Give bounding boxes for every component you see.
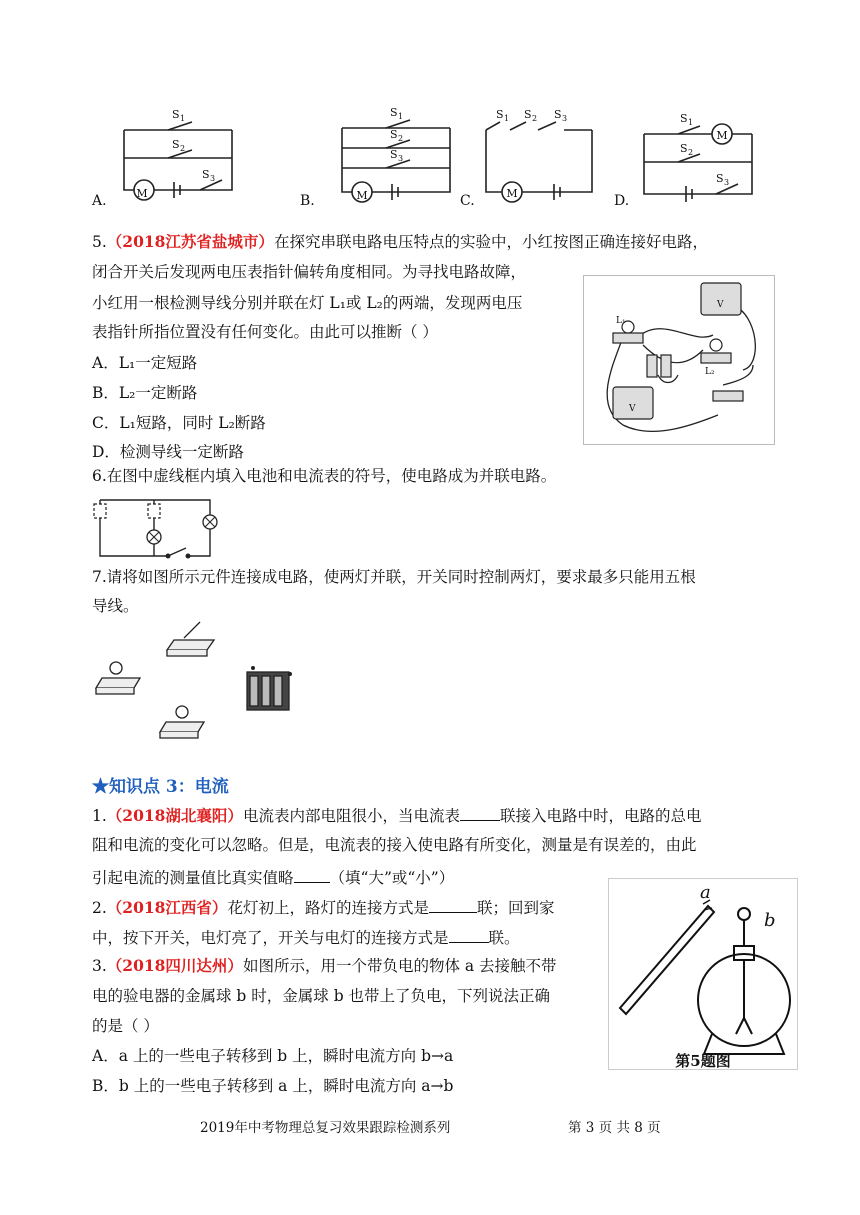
footer-series-title: 2019年中考物理总复习效果跟踪检测系列 bbox=[200, 1120, 451, 1136]
option-c-label: C. bbox=[460, 193, 475, 209]
q5-line3: 小红用一根检测导线分别并联在灯 L₁或 L₂的两端，发现两电压 bbox=[92, 294, 523, 312]
q5-line1: 5.（2018江苏省盐城市）在探究串联电路电压特点的实验中，小红按图正确连接好电路， bbox=[92, 232, 708, 251]
q5-option-d: D．检测导线一定断路 bbox=[92, 443, 244, 461]
label-b: b bbox=[764, 910, 776, 931]
option-d-label: D. bbox=[614, 193, 630, 209]
figure-caption: 第5题图 bbox=[675, 1052, 731, 1070]
lamp-l1-label: L₁ bbox=[616, 316, 626, 326]
label-a: a bbox=[700, 882, 711, 903]
svg-text:S: S bbox=[716, 172, 724, 185]
svg-text:S: S bbox=[390, 128, 398, 141]
section-heading: ★知识点 3：电流 bbox=[92, 777, 229, 797]
k1-line2: 阻和电流的变化可以忽略。但是，电流表的接入使电路有所变化，测量是有误差的，由此 bbox=[92, 836, 697, 854]
blank-3[interactable] bbox=[429, 896, 477, 913]
svg-text:S: S bbox=[554, 108, 562, 121]
option-a-label: A. bbox=[92, 193, 107, 209]
q5-line4: 表指针所指位置没有任何变化。由此可以推断（ ） bbox=[92, 323, 438, 341]
q6-text: 6.在图中虚线框内填入电池和电流表的符号，使电路成为并联电路。 bbox=[92, 467, 557, 485]
k3-line1: 3.（2018四川达州）如图所示，用一个带负电的物体 a 去接触不带 bbox=[92, 956, 557, 975]
k1-line3: 引起电流的测量值比真实值略 （填“大”或“小”） bbox=[92, 866, 454, 888]
k1-line1: 1.（2018湖北襄阳）电流表内部电阻很小，当电流表 联接入电路中时，电路的总电 bbox=[92, 806, 702, 825]
svg-text:3: 3 bbox=[398, 154, 404, 163]
motor-label-d: M bbox=[716, 129, 728, 142]
voltmeter-label-2: V bbox=[629, 404, 636, 414]
voltmeter-label-1: V bbox=[717, 300, 724, 310]
k2-line2: 中，按下开关，电灯亮了，开关与电灯的连接方式是 联。 bbox=[92, 926, 520, 948]
option-b-label: B. bbox=[300, 193, 315, 209]
svg-text:2: 2 bbox=[688, 148, 694, 157]
svg-text:S: S bbox=[524, 108, 532, 121]
svg-text:S: S bbox=[202, 168, 210, 181]
q7-line1: 7.请将如图所示元件连接成电路，使两灯并联，开关同时控制两灯，要求最多只能用五根 bbox=[92, 568, 696, 586]
motor-label-a: M bbox=[136, 187, 148, 200]
svg-text:3: 3 bbox=[724, 178, 730, 187]
q5-option-a: A．L₁一定短路 bbox=[92, 354, 198, 372]
svg-text:2: 2 bbox=[180, 144, 186, 153]
svg-text:1: 1 bbox=[180, 114, 186, 123]
svg-text:S: S bbox=[680, 112, 688, 125]
svg-text:1: 1 bbox=[688, 118, 694, 127]
svg-text:2: 2 bbox=[398, 134, 404, 143]
blank-4[interactable] bbox=[449, 926, 489, 943]
svg-text:1: 1 bbox=[504, 114, 510, 123]
q5-option-b: B．L₂一定断路 bbox=[92, 384, 198, 402]
k3-line3: 的是（ ） bbox=[92, 1017, 159, 1035]
k3-line2: 电的验电器的金属球 b 时，金属球 b 也带上了负电，下列说法正确 bbox=[92, 987, 551, 1005]
q7-line2: 导线。 bbox=[92, 597, 139, 615]
k3-option-b: B．b 上的一些电子转移到 a 上，瞬时电流方向 a→b bbox=[92, 1077, 454, 1095]
q7-components-figure bbox=[92, 616, 312, 746]
svg-text:3: 3 bbox=[562, 114, 568, 123]
circuit-c bbox=[486, 122, 592, 202]
svg-text:S: S bbox=[172, 138, 180, 151]
svg-text:S: S bbox=[390, 148, 398, 161]
lamp-l2-label: L₂ bbox=[705, 367, 715, 377]
svg-text:S: S bbox=[172, 108, 180, 121]
q5-option-c: C．L₁短路，同时 L₂断路 bbox=[92, 414, 266, 432]
svg-text:2: 2 bbox=[532, 114, 538, 123]
q4-circuit-figures bbox=[92, 100, 772, 212]
electroscope-figure bbox=[608, 878, 798, 1070]
q5-circuit-figure bbox=[583, 275, 775, 445]
k3-option-a: A．a 上的一些电子转移到 b 上，瞬时电流方向 b→a bbox=[92, 1047, 454, 1065]
blank-1[interactable] bbox=[460, 804, 500, 821]
svg-text:3: 3 bbox=[210, 174, 216, 183]
footer-page-number: 第 3 页 共 8 页 bbox=[568, 1120, 661, 1136]
motor-label-b: M bbox=[356, 189, 368, 202]
q6-circuit-figure bbox=[92, 492, 227, 564]
blank-2[interactable] bbox=[294, 866, 330, 883]
circuit-d bbox=[644, 124, 752, 202]
svg-text:S: S bbox=[496, 108, 504, 121]
svg-text:S: S bbox=[390, 106, 398, 119]
svg-text:1: 1 bbox=[398, 112, 404, 121]
k2-line1: 2.（2018江西省）花灯初上，路灯的连接方式是 联；回到家 bbox=[92, 898, 555, 917]
svg-text:S: S bbox=[680, 142, 688, 155]
motor-label-c: M bbox=[506, 187, 518, 200]
q5-line2: 闭合开关后发现两电压表指针偏转角度相同。为寻找电路故障， bbox=[92, 263, 527, 281]
